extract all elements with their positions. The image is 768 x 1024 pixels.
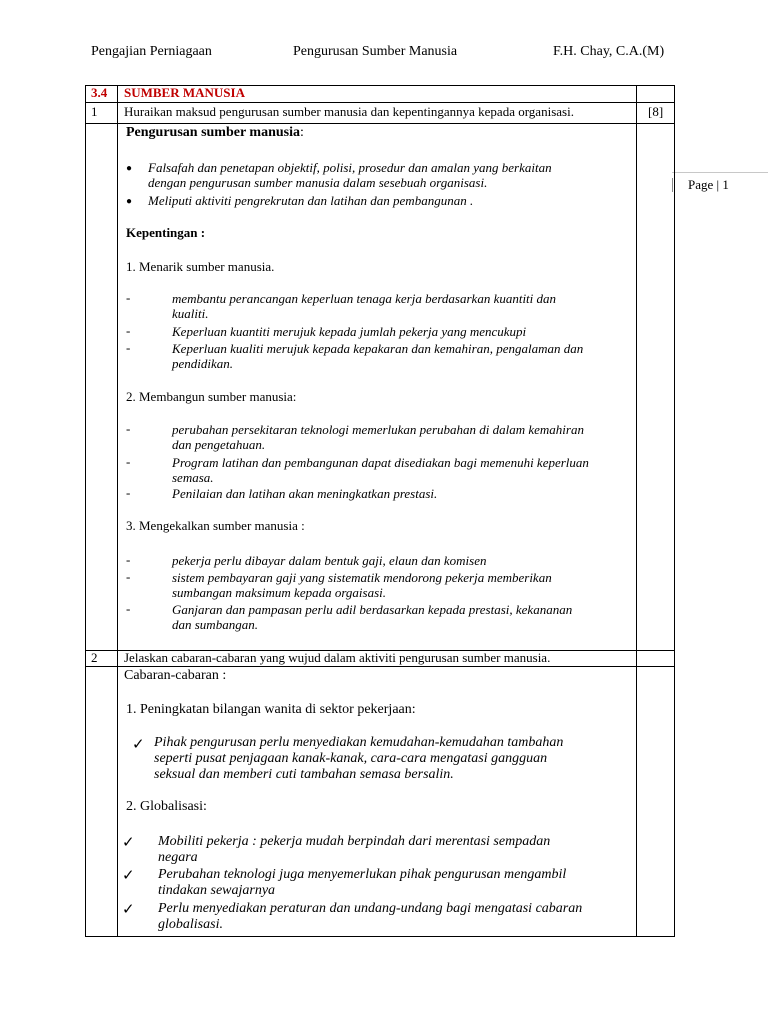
list-item: dan sumbangan.: [172, 617, 258, 632]
list-item: Keperluan kualiti merujuk kepada kepakaran dan kemahiran, pengalaman dan: [172, 341, 584, 356]
question-text: Huraikan maksud pengurusan sumber manusia dan kepentingannya kepada organisasi.: [124, 104, 574, 119]
dash-marker: -: [126, 421, 131, 436]
checkmark-icon: ✓: [122, 902, 135, 918]
dash-marker: -: [126, 601, 131, 616]
list-item: dan pengetahuan.: [172, 437, 266, 452]
dash-marker: -: [126, 340, 131, 355]
header-subject: Pengajian Perniagaan: [91, 44, 212, 59]
list-item: membantu perancangan keperluan tenaga kerja berdasarkan kuantiti dan: [172, 291, 557, 306]
list-item: dengan pengurusan sumber manusia dalam sesebuah organisasi.: [148, 175, 488, 190]
page-number-label: Page | 1: [672, 178, 768, 192]
list-item: tindakan sewajarnya: [158, 883, 276, 898]
table-row-line: [85, 102, 675, 103]
list-item: kualiti.: [172, 306, 209, 321]
bullet-icon: ●: [126, 196, 133, 207]
question-text: Jelaskan cabaran-cabaran yang wujud dalam aktiviti pengurusan sumber manusia.: [124, 650, 551, 665]
list-item: Pihak pengurusan perlu menyediakan kemudahan-kemudahan tambahan: [154, 735, 564, 750]
table-border-right: [674, 85, 675, 937]
question-marks: [8]: [648, 104, 664, 119]
table-row-line: [85, 666, 675, 667]
list-item: Program latihan dan pembangunan dapat disediakan bagi memenuhi keperluan: [172, 455, 589, 470]
dash-marker: -: [126, 485, 131, 500]
dash-marker: -: [126, 569, 131, 584]
section-number: 3.4: [91, 85, 108, 100]
point-heading: 3. Mengekalkan sumber manusia :: [126, 518, 305, 533]
list-item: Perubahan teknologi juga menyemerlukan pihak pengurusan mengambil: [158, 867, 567, 882]
list-item: Mobiliti pekerja : pekerja mudah berpindah dari merentasi sempadan: [158, 834, 551, 849]
point-heading: 2. Globalisasi:: [126, 799, 207, 814]
list-item: perubahan persekitaran teknologi memerlukan perubahan di dalam kemahiran: [172, 422, 584, 437]
checkmark-icon: ✓: [132, 737, 145, 753]
checkmark-icon: ✓: [122, 835, 135, 851]
list-item: Perlu menyediakan peraturan dan undang-undang bagi mengatasi cabaran: [158, 901, 583, 916]
list-item: pendidikan.: [172, 356, 234, 371]
list-item: Keperluan kuantiti merujuk kepada jumlah pekerja yang mencukupi: [172, 324, 527, 339]
point-heading: 2. Membangun sumber manusia:: [126, 389, 297, 404]
point-heading: 1. Peningkatan bilangan wanita di sektor pekerjaan:: [126, 702, 416, 717]
kepentingan-label: Kepentingan :: [126, 225, 206, 240]
checkmark-icon: ✓: [122, 868, 135, 884]
list-item: Falsafah dan penetapan objektif, polisi, prosedur dan amalan yang berkaitan: [148, 160, 552, 175]
question-number: 1: [91, 104, 98, 119]
dash-marker: -: [126, 290, 131, 305]
dash-marker: -: [126, 552, 131, 567]
list-item: pekerja perlu dibayar dalam bentuk gaji, elaun dan komisen: [172, 553, 487, 568]
table-divider-number: [117, 85, 118, 937]
list-item: sumbangan maksimum kepada orgaisasi.: [172, 585, 387, 600]
definition-title: Pengurusan sumber manusia: [126, 125, 301, 140]
list-item: Penilaian dan latihan akan meningkatkan prestasi.: [172, 486, 438, 501]
header-topic: Pengurusan Sumber Manusia: [293, 44, 458, 59]
list-item: Meliputi aktiviti pengrekrutan dan latihan dan pembangunan .: [148, 193, 474, 208]
list-item: seperti pusat penjagaan kanak-kanak, cara-cara mengatasi gangguan: [154, 751, 548, 766]
table-row-line: [85, 123, 675, 124]
list-item: globalisasi.: [158, 917, 223, 932]
header-author: F.H. Chay, C.A.(M): [553, 44, 665, 59]
dash-marker: -: [126, 323, 131, 338]
challenges-intro: Cabaran-cabaran :: [124, 668, 227, 683]
definition-heading: [126, 125, 304, 141]
list-item: seksual dan memberi cuti tambahan semasa bersalin.: [154, 767, 454, 782]
list-item: Ganjaran dan pampasan perlu adil berdasarkan kepada prestasi, kekananan: [172, 602, 573, 617]
definition-colon: :: [300, 125, 304, 140]
list-item: sistem pembayaran gaji yang sistematik mendorong pekerja memberikan: [172, 570, 552, 585]
table-border-left: [85, 85, 86, 937]
bullet-icon: ●: [126, 163, 133, 174]
section-title: SUMBER MANUSIA: [124, 85, 245, 100]
list-item: negara: [158, 850, 198, 865]
page-label-rule: [672, 172, 768, 173]
dash-marker: -: [126, 454, 131, 469]
point-heading: 1. Menarik sumber manusia.: [126, 259, 275, 274]
question-number: 2: [91, 650, 98, 665]
list-item: semasa.: [172, 470, 214, 485]
table-divider-marks: [636, 85, 637, 937]
table-border-bottom: [85, 936, 675, 937]
